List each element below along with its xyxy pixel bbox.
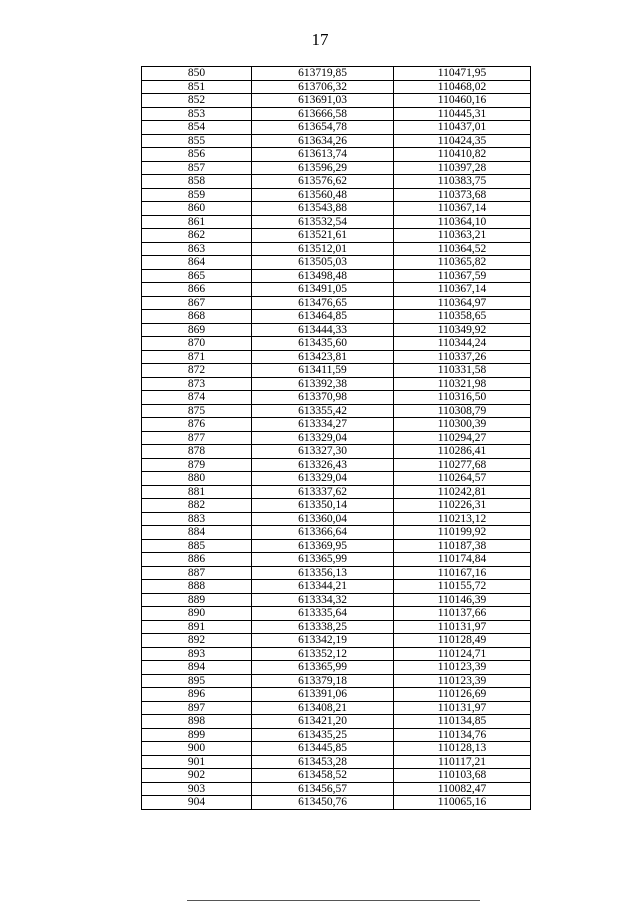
point-number-cell: 868 xyxy=(142,310,252,324)
y-coordinate-cell: 110131,97 xyxy=(394,620,531,634)
y-coordinate-cell: 110128,13 xyxy=(394,742,531,756)
table-row xyxy=(142,242,531,256)
x-coordinate-cell: 613411,59 xyxy=(252,364,394,378)
table-row xyxy=(142,377,531,391)
point-number-cell: 883 xyxy=(142,512,252,526)
x-coordinate-cell: 613408,21 xyxy=(252,701,394,715)
y-coordinate-cell: 110373,68 xyxy=(394,188,531,202)
x-coordinate-cell: 613512,01 xyxy=(252,242,394,256)
coordinates-table-body xyxy=(142,67,531,810)
point-number-cell: 901 xyxy=(142,755,252,769)
x-coordinate-cell: 613360,04 xyxy=(252,512,394,526)
point-number-cell: 888 xyxy=(142,580,252,594)
y-coordinate-cell: 110124,71 xyxy=(394,647,531,661)
point-number-cell: 862 xyxy=(142,229,252,243)
y-coordinate-cell: 110316,50 xyxy=(394,391,531,405)
y-coordinate-cell: 110437,01 xyxy=(394,121,531,135)
x-coordinate-cell: 613365,99 xyxy=(252,553,394,567)
table-row xyxy=(142,634,531,648)
point-number-cell: 857 xyxy=(142,161,252,175)
table-row xyxy=(142,283,531,297)
table-row xyxy=(142,701,531,715)
y-coordinate-cell: 110410,82 xyxy=(394,148,531,162)
x-coordinate-cell: 613352,12 xyxy=(252,647,394,661)
table-row xyxy=(142,269,531,283)
y-coordinate-cell: 110337,26 xyxy=(394,350,531,364)
point-number-cell: 866 xyxy=(142,283,252,297)
point-number-cell: 861 xyxy=(142,215,252,229)
point-number-cell: 872 xyxy=(142,364,252,378)
table-row xyxy=(142,742,531,756)
table-row xyxy=(142,202,531,216)
y-coordinate-cell: 110103,68 xyxy=(394,769,531,783)
table-row xyxy=(142,431,531,445)
x-coordinate-cell: 613435,25 xyxy=(252,728,394,742)
x-coordinate-cell: 613334,27 xyxy=(252,418,394,432)
table-row xyxy=(142,580,531,594)
x-coordinate-cell: 613355,42 xyxy=(252,404,394,418)
table-row xyxy=(142,323,531,337)
point-number-cell: 871 xyxy=(142,350,252,364)
x-coordinate-cell: 613365,99 xyxy=(252,661,394,675)
y-coordinate-cell: 110134,85 xyxy=(394,715,531,729)
point-number-cell: 892 xyxy=(142,634,252,648)
point-number-cell: 897 xyxy=(142,701,252,715)
point-number-cell: 886 xyxy=(142,553,252,567)
table-row xyxy=(142,364,531,378)
y-coordinate-cell: 110134,76 xyxy=(394,728,531,742)
y-coordinate-cell: 110460,16 xyxy=(394,94,531,108)
y-coordinate-cell: 110445,31 xyxy=(394,107,531,121)
table-row xyxy=(142,188,531,202)
table-row xyxy=(142,782,531,796)
table-row xyxy=(142,566,531,580)
y-coordinate-cell: 110082,47 xyxy=(394,782,531,796)
y-coordinate-cell: 110364,52 xyxy=(394,242,531,256)
x-coordinate-cell: 613444,33 xyxy=(252,323,394,337)
y-coordinate-cell: 110383,75 xyxy=(394,175,531,189)
table-row xyxy=(142,526,531,540)
table-row xyxy=(142,796,531,810)
x-coordinate-cell: 613445,85 xyxy=(252,742,394,756)
point-number-cell: 894 xyxy=(142,661,252,675)
y-coordinate-cell: 110364,97 xyxy=(394,296,531,310)
x-coordinate-cell: 613706,32 xyxy=(252,80,394,94)
y-coordinate-cell: 110117,21 xyxy=(394,755,531,769)
point-number-cell: 859 xyxy=(142,188,252,202)
point-number-cell: 867 xyxy=(142,296,252,310)
table-row xyxy=(142,121,531,135)
table-row xyxy=(142,715,531,729)
point-number-cell: 887 xyxy=(142,566,252,580)
y-coordinate-cell: 110363,21 xyxy=(394,229,531,243)
y-coordinate-cell: 110358,65 xyxy=(394,310,531,324)
point-number-cell: 891 xyxy=(142,620,252,634)
x-coordinate-cell: 613337,62 xyxy=(252,485,394,499)
x-coordinate-cell: 613379,18 xyxy=(252,674,394,688)
table-row xyxy=(142,134,531,148)
y-coordinate-cell: 110174,84 xyxy=(394,553,531,567)
x-coordinate-cell: 613498,48 xyxy=(252,269,394,283)
x-coordinate-cell: 613435,60 xyxy=(252,337,394,351)
table-row xyxy=(142,499,531,513)
x-coordinate-cell: 613327,30 xyxy=(252,445,394,459)
x-coordinate-cell: 613450,76 xyxy=(252,796,394,810)
table-row xyxy=(142,769,531,783)
table-row xyxy=(142,728,531,742)
table-row xyxy=(142,296,531,310)
x-coordinate-cell: 613334,32 xyxy=(252,593,394,607)
x-coordinate-cell: 613521,61 xyxy=(252,229,394,243)
bottom-rule xyxy=(187,900,480,901)
point-number-cell: 903 xyxy=(142,782,252,796)
y-coordinate-cell: 110277,68 xyxy=(394,458,531,472)
y-coordinate-cell: 110468,02 xyxy=(394,80,531,94)
y-coordinate-cell: 110137,66 xyxy=(394,607,531,621)
point-number-cell: 853 xyxy=(142,107,252,121)
point-number-cell: 874 xyxy=(142,391,252,405)
table-row xyxy=(142,67,531,81)
y-coordinate-cell: 110294,27 xyxy=(394,431,531,445)
table-row xyxy=(142,418,531,432)
x-coordinate-cell: 613464,85 xyxy=(252,310,394,324)
x-coordinate-cell: 613356,13 xyxy=(252,566,394,580)
table-row xyxy=(142,256,531,270)
y-coordinate-cell: 110065,16 xyxy=(394,796,531,810)
y-coordinate-cell: 110126,69 xyxy=(394,688,531,702)
x-coordinate-cell: 613421,20 xyxy=(252,715,394,729)
y-coordinate-cell: 110344,24 xyxy=(394,337,531,351)
y-coordinate-cell: 110471,95 xyxy=(394,67,531,81)
point-number-cell: 882 xyxy=(142,499,252,513)
x-coordinate-cell: 613370,98 xyxy=(252,391,394,405)
table-row xyxy=(142,404,531,418)
y-coordinate-cell: 110146,39 xyxy=(394,593,531,607)
x-coordinate-cell: 613369,95 xyxy=(252,539,394,553)
point-number-cell: 877 xyxy=(142,431,252,445)
point-number-cell: 863 xyxy=(142,242,252,256)
table-row xyxy=(142,80,531,94)
y-coordinate-cell: 110123,39 xyxy=(394,674,531,688)
y-coordinate-cell: 110187,38 xyxy=(394,539,531,553)
point-number-cell: 870 xyxy=(142,337,252,351)
x-coordinate-cell: 613329,04 xyxy=(252,431,394,445)
table-row xyxy=(142,553,531,567)
x-coordinate-cell: 613366,64 xyxy=(252,526,394,540)
x-coordinate-cell: 613453,28 xyxy=(252,755,394,769)
y-coordinate-cell: 110365,82 xyxy=(394,256,531,270)
point-number-cell: 893 xyxy=(142,647,252,661)
x-coordinate-cell: 613691,03 xyxy=(252,94,394,108)
x-coordinate-cell: 613543,88 xyxy=(252,202,394,216)
x-coordinate-cell: 613634,26 xyxy=(252,134,394,148)
point-number-cell: 898 xyxy=(142,715,252,729)
point-number-cell: 875 xyxy=(142,404,252,418)
table-row xyxy=(142,512,531,526)
y-coordinate-cell: 110364,10 xyxy=(394,215,531,229)
x-coordinate-cell: 613392,38 xyxy=(252,377,394,391)
table-row xyxy=(142,107,531,121)
point-number-cell: 902 xyxy=(142,769,252,783)
x-coordinate-cell: 613458,52 xyxy=(252,769,394,783)
x-coordinate-cell: 613423,81 xyxy=(252,350,394,364)
x-coordinate-cell: 613350,14 xyxy=(252,499,394,513)
y-coordinate-cell: 110367,59 xyxy=(394,269,531,283)
x-coordinate-cell: 613666,58 xyxy=(252,107,394,121)
table-row xyxy=(142,607,531,621)
y-coordinate-cell: 110331,58 xyxy=(394,364,531,378)
y-coordinate-cell: 110199,92 xyxy=(394,526,531,540)
y-coordinate-cell: 110167,16 xyxy=(394,566,531,580)
table-row xyxy=(142,391,531,405)
table-row xyxy=(142,94,531,108)
y-coordinate-cell: 110424,35 xyxy=(394,134,531,148)
table-row xyxy=(142,229,531,243)
point-number-cell: 878 xyxy=(142,445,252,459)
table-row xyxy=(142,472,531,486)
point-number-cell: 854 xyxy=(142,121,252,135)
table-row xyxy=(142,458,531,472)
y-coordinate-cell: 110367,14 xyxy=(394,283,531,297)
y-coordinate-cell: 110264,57 xyxy=(394,472,531,486)
x-coordinate-cell: 613344,21 xyxy=(252,580,394,594)
table-row xyxy=(142,539,531,553)
x-coordinate-cell: 613719,85 xyxy=(252,67,394,81)
y-coordinate-cell: 110367,14 xyxy=(394,202,531,216)
table-row xyxy=(142,688,531,702)
point-number-cell: 858 xyxy=(142,175,252,189)
y-coordinate-cell: 110349,92 xyxy=(394,323,531,337)
x-coordinate-cell: 613576,62 xyxy=(252,175,394,189)
table-row xyxy=(142,620,531,634)
point-number-cell: 851 xyxy=(142,80,252,94)
y-coordinate-cell: 110213,12 xyxy=(394,512,531,526)
y-coordinate-cell: 110286,41 xyxy=(394,445,531,459)
table-row xyxy=(142,337,531,351)
x-coordinate-cell: 613456,57 xyxy=(252,782,394,796)
table-row xyxy=(142,755,531,769)
point-number-cell: 900 xyxy=(142,742,252,756)
x-coordinate-cell: 613329,04 xyxy=(252,472,394,486)
table-row xyxy=(142,161,531,175)
page-number: 17 xyxy=(311,30,329,49)
table-row xyxy=(142,593,531,607)
x-coordinate-cell: 613338,25 xyxy=(252,620,394,634)
table-row xyxy=(142,445,531,459)
point-number-cell: 889 xyxy=(142,593,252,607)
y-coordinate-cell: 110131,97 xyxy=(394,701,531,715)
table-row xyxy=(142,215,531,229)
x-coordinate-cell: 613613,74 xyxy=(252,148,394,162)
point-number-cell: 864 xyxy=(142,256,252,270)
table-row xyxy=(142,148,531,162)
table-row xyxy=(142,647,531,661)
point-number-cell: 895 xyxy=(142,674,252,688)
table-row xyxy=(142,674,531,688)
point-number-cell: 885 xyxy=(142,539,252,553)
y-coordinate-cell: 110397,28 xyxy=(394,161,531,175)
point-number-cell: 852 xyxy=(142,94,252,108)
point-number-cell: 869 xyxy=(142,323,252,337)
x-coordinate-cell: 613654,78 xyxy=(252,121,394,135)
table-row xyxy=(142,485,531,499)
point-number-cell: 876 xyxy=(142,418,252,432)
y-coordinate-cell: 110123,39 xyxy=(394,661,531,675)
point-number-cell: 896 xyxy=(142,688,252,702)
point-number-cell: 855 xyxy=(142,134,252,148)
coordinates-table xyxy=(141,66,531,810)
point-number-cell: 904 xyxy=(142,796,252,810)
table-row xyxy=(142,350,531,364)
y-coordinate-cell: 110128,49 xyxy=(394,634,531,648)
y-coordinate-cell: 110155,72 xyxy=(394,580,531,594)
point-number-cell: 890 xyxy=(142,607,252,621)
y-coordinate-cell: 110226,31 xyxy=(394,499,531,513)
x-coordinate-cell: 613505,03 xyxy=(252,256,394,270)
y-coordinate-cell: 110300,39 xyxy=(394,418,531,432)
x-coordinate-cell: 613335,64 xyxy=(252,607,394,621)
y-coordinate-cell: 110308,79 xyxy=(394,404,531,418)
table-row xyxy=(142,310,531,324)
x-coordinate-cell: 613476,65 xyxy=(252,296,394,310)
point-number-cell: 865 xyxy=(142,269,252,283)
point-number-cell: 881 xyxy=(142,485,252,499)
point-number-cell: 856 xyxy=(142,148,252,162)
x-coordinate-cell: 613391,06 xyxy=(252,688,394,702)
x-coordinate-cell: 613491,05 xyxy=(252,283,394,297)
x-coordinate-cell: 613342,19 xyxy=(252,634,394,648)
point-number-cell: 850 xyxy=(142,67,252,81)
y-coordinate-cell: 110321,98 xyxy=(394,377,531,391)
x-coordinate-cell: 613560,48 xyxy=(252,188,394,202)
point-number-cell: 899 xyxy=(142,728,252,742)
point-number-cell: 873 xyxy=(142,377,252,391)
y-coordinate-cell: 110242,81 xyxy=(394,485,531,499)
point-number-cell: 879 xyxy=(142,458,252,472)
point-number-cell: 880 xyxy=(142,472,252,486)
point-number-cell: 860 xyxy=(142,202,252,216)
x-coordinate-cell: 613532,54 xyxy=(252,215,394,229)
x-coordinate-cell: 613326,43 xyxy=(252,458,394,472)
table-row xyxy=(142,661,531,675)
point-number-cell: 884 xyxy=(142,526,252,540)
table-row xyxy=(142,175,531,189)
x-coordinate-cell: 613596,29 xyxy=(252,161,394,175)
